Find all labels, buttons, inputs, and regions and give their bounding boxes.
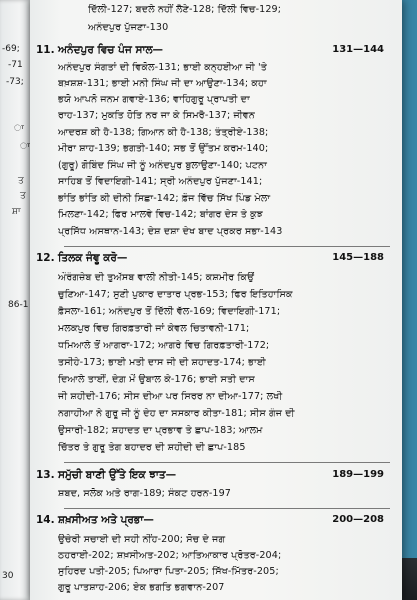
contents-line: ਦਿਆਲੇ ਤਾਈਂ, ਦੇਗ਼ ਮੇਂ ਉਬਾਲ ਕੇ-176; ਭਾਈ ਸਤੀ ਦਾਸ [58,374,255,385]
contents-line: ਠਹਰਾਈ-202; ਸ਼ਖ਼ਸੀਅਤ-202; ਆਤਿਆਕਾਰ ਪ੍ਰੋਤਰ-204; [58,550,282,561]
entry-number: 11. [36,44,55,56]
margin-fragment: 30 [2,571,14,581]
contents-line: ਮਿਲਣਾ-142; ਫਿਰ ਮਾਲਵੇ ਵਿਚ-142; ਬਾਂਗਰ ਦੇਸ ਤੇ ਕੁਝ [58,209,263,220]
contents-line: ਦਿੱਲੀ-127; ਬਦਲੇ ਨਹੀਂ ਲੈਣੇ-128; ਦਿੱਲੀ ਵਿਚ-129; [88,4,282,15]
contents-page [30,0,402,600]
margin-fragment: -69; [2,44,20,54]
divider [64,462,390,463]
margin-fragment: ਾ [14,124,24,134]
contents-line: ਤਸੀਹੇ-173; ਭਾਈ ਮਤੀ ਦਾਸ ਜੀ ਦੀ ਸ਼ਹਾਦਤ-174; ਭਾਈ [58,357,266,368]
margin-fragment: 86-1 [8,300,29,310]
contents-line: (ਗੁਰੂ) ਗੋਬਿੰਦ ਸਿੰਘ ਜੀ ਨੂੰ ਅਨੰਦਪੁਰ ਬੁਲਾਉਣਾ-140; ਪਟਨਾ [58,160,268,171]
margin-fragment: ਤ [18,176,24,186]
contents-line: ਉਸਾਰੀ-182; ਸ਼ਹਾਦਤ ਦਾ ਪ੍ਰਭਾਵ ਤੇ ਛਾਪ-183; ਆਲਮ [58,425,263,436]
contents-line: ਔਰੰਗਜ਼ੇਬ ਦੀ ਤੁਅੱਸਬ ਵਾਲੀ ਨੀਤੀ-145; ਕਸ਼ਮੀਰ ਕਿਉਂ [58,272,255,283]
margin-fragment: ਸ਼ਾ [12,207,21,217]
contents-line: ਅਨੰਦਪੁਰ ਪੁੱਜਣਾ-130 [88,22,169,33]
contents-line: ਜੀ ਸ਼ਹੀਦੀ-176; ਸੀਸ ਦੀਆ ਪਰ ਸਿਰਰ ਨਾ ਦੀਆ-177; ਲਖੀ [58,391,283,402]
contents-line: ਆਦਰਸ਼ ਕੀ ਹੈ-138; ਗਿਆਨ ਕੀ ਹੈ-138; ਤੰਤ੍ਰੀਏ-138; [58,127,269,138]
entry-title: ਤਿਲਕ ਜੰਞੂ ਕਰੋ— [58,252,128,264]
contents-line: ਗੁਰੂ ਪਾਤਸ਼ਾਹ-206; ਏਕ ਭਗਤਿ ਭਗਵਾਨ-207 [58,582,225,593]
contents-line: ਚਿੱਤਰ ਤੇ ਗੁਰੂ ਤੇਗ ਬਹਾਦਰ ਦੀ ਸ਼ਹੀਦੀ ਦੀ ਛਾਪ-185 [58,442,246,453]
contents-line: ਸੁਹਿਰਦ ਪਤੀ-205; ਪਿਆਰਾ ਪਿਤਾ-205; ਸਿੱਖ-ਮਿੱਤਰ-205; [58,566,279,577]
previous-page-edge [0,0,32,600]
entry-title: ਸ਼ਖ਼ਸੀਅਤ ਅਤੇ ਪ੍ਰਭਾ— [58,514,154,526]
margin-fragment: ਤ [20,191,26,201]
entry-pages: 189—199 [332,469,384,480]
divider [64,246,390,247]
contents-line: ਬਖ਼ਸ਼ਸ਼-131; ਭਾਈ ਮਨੀ ਸਿੰਘ ਜੀ ਦਾ ਆਉਣਾ-134; ਕਹਾ [58,78,267,89]
contents-line: ਫ਼ੈਸਲਾ-161; ਅਨੰਦਪੁਰ ਤੋਂ ਦਿੱਲੀ ਵੱਲ-169; ਵਿਦਾਇਗੀ-171; [58,306,281,317]
entry-title: ਅਨੰਦਪੁਰ ਵਿਚ ਪੰਜ ਸਾਲ— [58,44,164,56]
contents-line: ਧਮਿਆਲੇ ਤੋਂ ਆਗਰਾ-172; ਆਗਰੇ ਵਿਚ ਗਿਰਫ਼ਤਾਰੀ-172; [58,340,270,351]
entry-pages: 131—144 [332,44,384,55]
contents-line: ਉਚੇਰੀ ਸਚਾਈ ਦੀ ਸਹੀ ਨੀਂਹ-200; ਸੋਚ ਦੇ ਜਗ [58,534,226,545]
contents-line: ਪ੍ਰਸਿੱਧ ਅਸਥਾਨ-143; ਦੇਸ਼ ਦਸ਼ਾ ਦੇਖ ਬਾਦ ਪ੍ਰਕਰ ਸਭਾ-143 [58,226,283,237]
margin-fragment: -73; [6,77,24,87]
contents-line: ਸ਼ਬਦ, ਸਲੋਕ ਅਤੇ ਰਾਗ-189; ਸੰਕਟ ਹਰਨ-197 [58,488,231,499]
contents-line: ਮੀਰਾ ਸ਼ਾਹ-139; ਭਗਤੀ-140; ਸਭ ਤੋਂ ਉੱਤਮ ਕਰਮ-140; [58,143,269,154]
contents-line: ਮਲਕਪੁਰ ਵਿਚ ਗਿਰਫ਼ਤਾਰੀ ਜਾਂ ਕੇਵਲ ਚਿਤਾਵਨੀ-171; [58,323,250,334]
contents-line: ਚੁਣਿਆ-147; ਸੁਣੀ ਪੁਕਾਰ ਦਾਤਾਰ ਪ੍ਰਭ-153; ਫਿਰ ਇਤਿਹਾਸਿਕ [58,289,293,300]
entry-number: 14. [36,514,55,526]
entry-pages: 200—208 [332,514,384,525]
contents-line: ਭਯੋ ਆਪਨੋ ਜਨਮ ਗਵਾਏ-136; ਵਾਹਿਗੁਰੂ ਪ੍ਰਾਪਤੀ ਦਾ [58,94,250,105]
contents-line: ਸਾਹਿਬ ਤੋਂ ਵਿਦਾਇਗੀ-141; ਸ੍ਰੀ ਅਨੰਦਪੁਰ ਪੁੱਜਣਾ-141; [58,176,263,187]
entry-title: ਸਮੁੱਚੀ ਬਾਣੀ ਉੱਤੇ ਇਕ ਝਾਤ— [58,469,177,481]
entry-number: 13. [36,469,55,481]
margin-fragment: -71 [8,60,23,70]
margin-fragment: ਾ [20,142,30,152]
divider [64,508,390,509]
contents-line: ਰਾਹ-137; ਮੁਕਤਿ ਹੋਤਿ ਨਰ ਜਾ ਕੇ ਸਿਮਰੈ-137; ਜੀਵਨ [58,110,255,121]
contents-line: ਭਾਂਤਿ ਭਾਂਤਿ ਕੀ ਦੀਨੀ ਸਿਛਾ-142; ਫ਼ੌਜ ਵਿੱਚ ਸਿੱਖ ਪਿੰਡ ਮੇਲਾ [58,193,271,204]
entry-number: 12. [36,252,55,264]
contents-line: ਨਗਾਹੀਆ ਨੇ ਗੁਰੂ ਜੀ ਨੂੰ ਦੇਹ ਦਾ ਸਸਕਾਰ ਕੀਤਾ-181; ਸੀਸ ਗੰਜ ਦੀ [58,408,295,419]
entry-pages: 145—188 [332,252,384,263]
contents-line: ਅਨੰਦਪੁਰ ਸੰਗਤਾਂ ਦੀ ਵਿਕੋਲ-131; ਭਾਈ ਕਨ੍ਹਈਆ ਜੀ 'ਤੇ [58,62,267,73]
